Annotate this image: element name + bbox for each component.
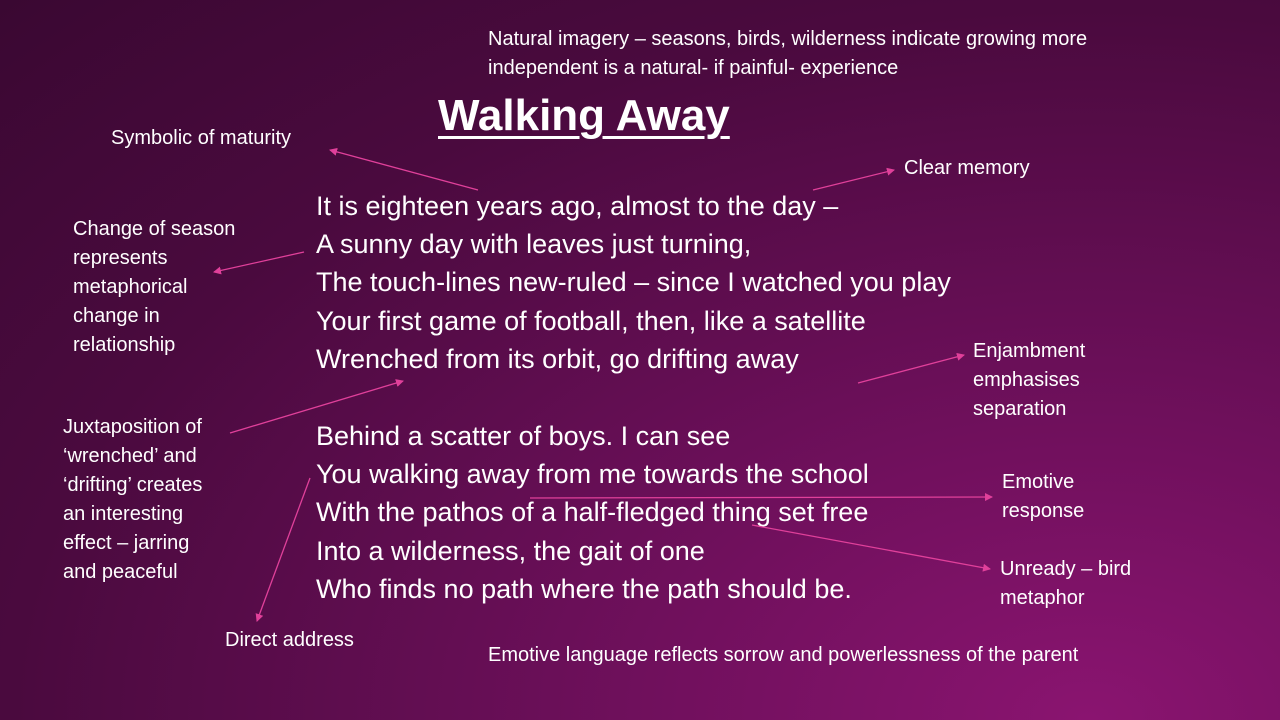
poem-line: The touch-lines new-ruled – since I watched you play [316,267,951,298]
emotive-language-note: Emotive language reflects sorrow and powerlessness of the parent [488,644,1079,666]
poem-line: Into a wilderness, the gait of one [316,535,705,566]
poem-line: A sunny day with leaves just turning, [316,229,752,260]
poem-line: Behind a scatter of boys. I can see [316,421,731,451]
poem-line: It is eighteen years ago, almost to the day – [316,191,839,221]
emotive-response-note: Emotive response [1002,471,1085,522]
poem-line: Who finds no path where the path should be. [316,573,852,604]
symbolic-note: Symbolic of maturity [111,127,292,149]
poem-title: Walking Away [438,91,730,140]
poem-line: With the pathos of a half-fledged thing set free [316,497,869,528]
juxtaposition-note: Juxtaposition of ‘wrenched’ and ‘drifting’ creates an interesting effect – jarring and peaceful [63,416,203,583]
change-of-season-note: Change of season represents metaphorical change in relationship [73,218,236,356]
arrow-symbolic [330,150,478,190]
clear-memory-note: Clear memory [904,157,1030,179]
unready-note: Unready – bird metaphor [1000,558,1132,609]
direct-address-note: Direct address [225,629,354,651]
stanza-1 [316,187,951,378]
poem-line: You walking away from me towards the school [316,459,869,490]
poem-line: Your first game of football, then, like a satellite [316,305,866,336]
stanza-2 [316,417,869,608]
poem-line: Wrenched from its orbit, go drifting away [316,343,799,374]
enjambment-note: Enjambment emphasises separation [973,340,1086,420]
arrow-direct-address [257,478,310,621]
natural-imagery-note: Natural imagery – seasons, birds, wilderness indicate growing more independent is a natural- if painful- experience [488,28,1088,79]
